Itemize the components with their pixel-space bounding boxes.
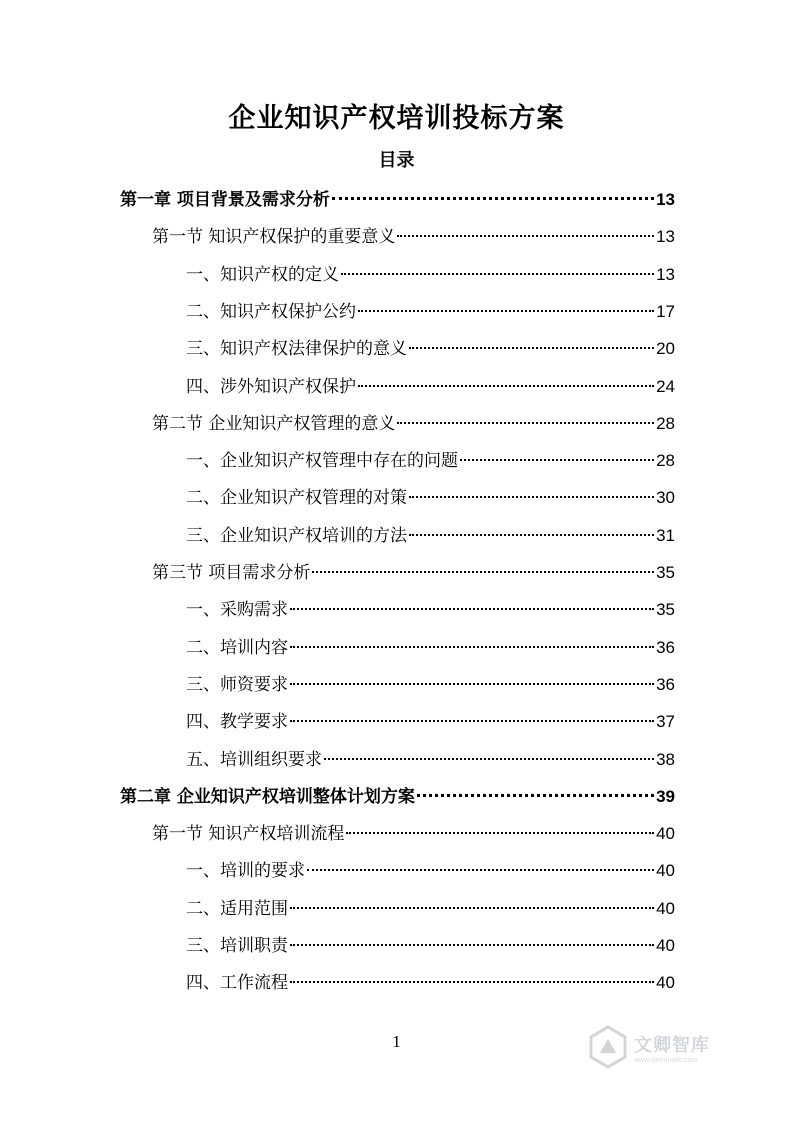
toc-entry-page: 36 (656, 637, 675, 657)
toc-dot-leader (290, 646, 654, 648)
toc-entry-page: 37 (656, 712, 675, 732)
toc-entry-label: 第一章 项目背景及需求分析 (120, 190, 330, 210)
toc-dot-leader (324, 758, 654, 760)
toc-dot-leader (358, 310, 654, 312)
toc-entry-page: 35 (656, 563, 675, 582)
toc-dot-leader (409, 534, 654, 536)
watermark-url: www.wenduolib.com (634, 1056, 698, 1064)
toc-entry-page: 36 (656, 674, 675, 694)
toc-dot-leader (358, 385, 654, 387)
toc-entry-page: 28 (656, 451, 675, 471)
toc-entry[interactable] (152, 220, 675, 254)
toc-dot-leader (290, 981, 654, 983)
watermark (588, 1022, 758, 1072)
toc-dot-leader (460, 459, 654, 461)
toc-entry[interactable] (186, 929, 675, 963)
toc-entry[interactable] (186, 854, 675, 888)
toc-entry-label: 一、企业知识产权管理中存在的问题 (186, 451, 458, 472)
toc-dot-leader (290, 944, 654, 946)
toc-entry-page: 31 (656, 525, 675, 545)
toc-entry-label: 二、知识产权保护公约 (186, 301, 356, 322)
toc-entry-page: 24 (656, 376, 675, 396)
toc-dot-leader (307, 869, 654, 871)
toc-entry-page: 40 (656, 824, 675, 844)
document-title: 企业知识产权培训投标方案 (228, 103, 565, 134)
toc-entry-page: 28 (656, 413, 675, 433)
toc-dot-leader (346, 832, 654, 834)
toc-entry[interactable] (186, 743, 675, 777)
toc-entry-page: 40 (656, 898, 675, 918)
toc-entry[interactable] (186, 258, 675, 292)
toc-entry[interactable] (186, 370, 675, 404)
toc-entry-label: 二、培训内容 (186, 637, 288, 658)
toc-entry[interactable] (186, 593, 675, 627)
toc-dot-leader (290, 608, 654, 610)
toc-entry-page: 13 (656, 190, 675, 209)
toc-entry-label: 三、培训职责 (186, 936, 288, 956)
toc-entry-page: 13 (656, 227, 675, 247)
toc-entry-label: 二、企业知识产权管理的对策 (186, 488, 407, 509)
toc-entry-label: 第二节 企业知识产权管理的意义 (152, 413, 396, 434)
toc-entry-label: 四、工作流程 (186, 973, 288, 994)
toc-entry[interactable] (186, 519, 675, 553)
toc-entry-label: 一、培训的要求 (186, 861, 305, 882)
toc-entry[interactable] (120, 183, 675, 217)
toc-entry[interactable] (186, 892, 675, 926)
toc-entry-page: 40 (656, 861, 675, 881)
toc-entry-label: 一、采购需求 (186, 600, 288, 621)
toc-entry[interactable] (152, 407, 675, 441)
toc-entry[interactable] (186, 966, 675, 1000)
toc-dot-leader (341, 273, 654, 275)
toc-entry-page: 17 (656, 301, 675, 321)
toc-entry-page: 30 (656, 488, 675, 508)
toc-dot-leader (417, 794, 654, 797)
toc-heading: 目录 (378, 150, 415, 171)
toc-dot-leader (397, 235, 654, 237)
toc-entry-label: 三、知识产权法律保护的意义 (186, 339, 407, 360)
toc-entry-page: 38 (656, 749, 675, 769)
toc-entry[interactable] (186, 295, 675, 329)
toc-entry-label: 一、知识产权的定义 (186, 264, 339, 285)
toc-entry-page: 40 (656, 936, 675, 955)
toc-entry-label: 四、教学要求 (186, 712, 288, 733)
toc-entry[interactable] (152, 556, 675, 590)
toc-dot-leader (409, 347, 654, 349)
toc-dot-leader (312, 571, 654, 573)
toc-entry-page: 20 (656, 339, 675, 359)
toc-entry-page: 39 (656, 786, 675, 806)
toc-entry-label: 五、培训组织要求 (186, 749, 322, 770)
toc-entry[interactable] (152, 817, 675, 851)
toc-entry-label: 三、企业知识产权培训的方法 (186, 525, 407, 546)
toc-entry-page: 35 (656, 600, 675, 620)
toc-entry[interactable] (120, 780, 675, 814)
toc-entry[interactable] (186, 481, 675, 515)
toc-entry-label: 第二章 企业知识产权培训整体计划方案 (120, 786, 415, 807)
toc-entry-label: 二、适用范围 (186, 898, 288, 919)
toc-entry[interactable] (186, 332, 675, 366)
toc-entry-label: 第三节 项目需求分析 (152, 563, 311, 583)
toc-entry-page: 40 (656, 973, 675, 993)
toc-entry[interactable] (186, 444, 675, 478)
toc-entry-label: 第一节 知识产权培训流程 (152, 824, 345, 845)
toc-entry-label: 第一节 知识产权保护的重要意义 (152, 227, 396, 248)
toc-dot-leader (409, 496, 654, 498)
toc-dot-leader (290, 683, 654, 685)
toc-entry[interactable] (186, 631, 675, 665)
toc-dot-leader (332, 197, 654, 200)
toc-dot-leader (290, 907, 654, 909)
toc-entry-page: 13 (656, 264, 675, 284)
page-number: 1 (392, 1032, 401, 1051)
toc-entry[interactable] (186, 705, 675, 739)
toc-entry-label: 四、涉外知识产权保护 (186, 376, 356, 397)
toc-entry[interactable] (186, 668, 675, 702)
hexagon-logo-icon (588, 1025, 628, 1069)
watermark-name: 文卿智库 (634, 1034, 710, 1056)
toc-dot-leader (397, 422, 654, 424)
toc-entry-label: 三、师资要求 (186, 674, 288, 695)
toc-dot-leader (290, 720, 654, 722)
